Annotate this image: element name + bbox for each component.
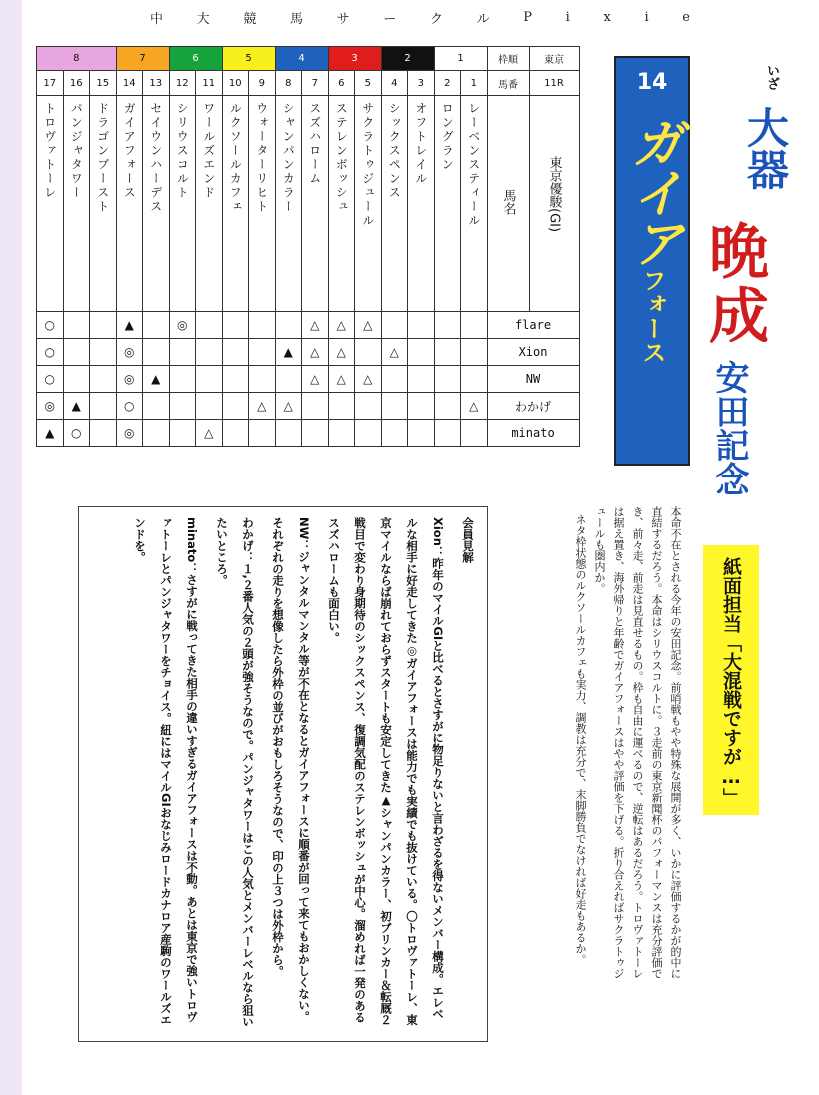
prediction-mark xyxy=(381,393,408,420)
member-opinion-minato: minato：さすがに戦ってきた相手の違いすぎるガイアフォースは不動。あとは東京で強いトロヴァトーレとパンジャタワーをチョイス。紐にはマイルGIおなじみロードカナロア産駒のワールズエンドを。 xyxy=(133,517,199,1026)
prediction-mark: ○ xyxy=(37,339,64,366)
race-entry-table xyxy=(36,46,580,447)
member-opinions-title: 会員見解 xyxy=(461,517,475,563)
prediction-mark xyxy=(434,420,461,447)
horse-number-cell: 14 xyxy=(116,71,143,96)
header-title-char: ル xyxy=(476,11,490,27)
headline-race-name: 安田記念 xyxy=(709,360,749,496)
race-number-cell: 11R xyxy=(529,71,579,96)
prediction-mark xyxy=(222,420,249,447)
prediction-mark xyxy=(249,420,276,447)
horse-name-cell xyxy=(63,96,90,312)
prediction-mark xyxy=(249,339,276,366)
prediction-mark: △ xyxy=(196,420,223,447)
prediction-mark: ▲ xyxy=(63,393,90,420)
horse-number-cell: 16 xyxy=(63,71,90,96)
prediction-mark: ◎ xyxy=(37,393,64,420)
horse-name: シックスペンス xyxy=(387,102,402,200)
prediction-mark xyxy=(222,339,249,366)
banner-horse-number: 14 xyxy=(636,70,668,95)
editor-commentary xyxy=(540,506,685,986)
prediction-mark xyxy=(249,312,276,339)
race-name-cell xyxy=(529,96,579,312)
horse-name-cell xyxy=(222,96,249,312)
horse-name: オフトレイル xyxy=(413,102,428,186)
prediction-mark: ▲ xyxy=(37,420,64,447)
waku-cell-7: 7 xyxy=(116,47,169,71)
member-opinion-nw: NW：ジャンタルマンタル等が不在となるとガイアフォースに順番が回って来てもおかしくない。それぞれの走りを想像したら外枠の並びがおもしろそうなので、印の上３つは外枠から。 xyxy=(271,517,311,1023)
prediction-row xyxy=(37,312,580,339)
prediction-mark xyxy=(143,312,170,339)
prediction-mark xyxy=(355,339,382,366)
horse-number-cell: 4 xyxy=(381,71,408,96)
prediction-mark xyxy=(90,339,117,366)
horse-number-cell: 11 xyxy=(196,71,223,96)
header-title-char: 大 xyxy=(196,11,210,27)
horse-name: シリウスコルト xyxy=(175,102,190,200)
prediction-mark: △ xyxy=(328,366,355,393)
horse-number-cell: 10 xyxy=(222,71,249,96)
commentary-paragraph: 本命不在とされる今年の安田記念。前哨戦もやや特殊な展開が多く、いかに評価するかが的中に直結するだろう。本命はシリウスコルトに。３走前の東京新聞杯のパフォーマンスは充分評価でき、前々走、前走は見直せるもの。枠も自由に運べるので、逆転はあるだろう。トロヴァトーレは据え置き、海外帰りと年齢でガイアフォースはやや評価を下げる。折り合えればサクラトゥジュールも圏内か。 xyxy=(593,506,682,979)
prediction-mark xyxy=(63,366,90,393)
prediction-row xyxy=(37,366,580,393)
horse-name-cell xyxy=(37,96,64,312)
horse-name: パンジャタワー xyxy=(69,102,84,200)
commentary-paragraph: ネタ枠状態のルクソールカフェも実力、調教は充分で、末脚勝負でなければ好走もあるか。 xyxy=(574,514,587,965)
header-title-char: i xyxy=(644,9,649,25)
horse-name-cell xyxy=(461,96,488,312)
header-title-char: 競 xyxy=(243,11,257,27)
prediction-mark: ▲ xyxy=(143,366,170,393)
horse-name-cell xyxy=(90,96,117,312)
prediction-mark xyxy=(90,312,117,339)
member-name-cell: minato xyxy=(487,420,579,447)
horse-number-cell: 5 xyxy=(355,71,382,96)
horse-number-cell: 3 xyxy=(408,71,435,96)
prediction-mark: △ xyxy=(461,393,488,420)
horse-number-cell: 13 xyxy=(143,71,170,96)
prediction-mark xyxy=(169,366,196,393)
prediction-mark xyxy=(328,393,355,420)
horse-name: ステレンボッシュ xyxy=(334,102,349,214)
prediction-mark xyxy=(408,420,435,447)
prediction-mark xyxy=(90,420,117,447)
prediction-mark xyxy=(434,312,461,339)
prediction-mark: △ xyxy=(275,393,302,420)
headline-taiki: 大器 xyxy=(741,106,790,190)
prediction-mark xyxy=(408,339,435,366)
prediction-mark: ◎ xyxy=(116,339,143,366)
prediction-mark xyxy=(275,366,302,393)
horse-name: ワールズエンド xyxy=(201,102,216,200)
prediction-mark xyxy=(408,366,435,393)
prediction-mark: ◎ xyxy=(169,312,196,339)
banner-horse-name-sub: フォース xyxy=(638,268,666,364)
prediction-mark xyxy=(169,420,196,447)
prediction-mark xyxy=(143,339,170,366)
horse-name: ドラゴンブースト xyxy=(95,102,110,214)
prediction-mark xyxy=(169,393,196,420)
prediction-mark xyxy=(143,420,170,447)
race-name: 東京優駿(GI) xyxy=(546,156,562,233)
prediction-mark xyxy=(381,420,408,447)
prediction-mark: ◎ xyxy=(116,420,143,447)
header-title-char: ク xyxy=(429,11,443,27)
horse-name-cell xyxy=(275,96,302,312)
prediction-mark xyxy=(222,366,249,393)
prediction-mark xyxy=(90,366,117,393)
waku-cell-8: 8 xyxy=(37,47,117,71)
horse-name: スズハローム xyxy=(307,102,322,186)
header-title-char: x xyxy=(603,9,611,25)
prediction-mark: ◎ xyxy=(116,366,143,393)
waku-cell-3: 3 xyxy=(328,47,381,71)
waku-cell-4: 4 xyxy=(275,47,328,71)
horse-number-cell: 17 xyxy=(37,71,64,96)
horse-name: サクラトゥジュール xyxy=(360,102,375,228)
horse-name: レーベンスティール xyxy=(466,102,481,228)
horse-name: ロングラン xyxy=(440,102,455,172)
horse-name-cell xyxy=(169,96,196,312)
prediction-mark xyxy=(381,366,408,393)
horse-number-cell: 12 xyxy=(169,71,196,96)
prediction-mark xyxy=(302,420,329,447)
prediction-mark: ▲ xyxy=(275,339,302,366)
prediction-mark xyxy=(143,393,170,420)
member-name-cell: Xion xyxy=(487,339,579,366)
prediction-mark xyxy=(249,366,276,393)
prediction-mark xyxy=(381,312,408,339)
horse-name-cell xyxy=(434,96,461,312)
header-title-char: i xyxy=(565,9,570,25)
prediction-row xyxy=(37,339,580,366)
horse-name-cell xyxy=(249,96,276,312)
horse-name-cell xyxy=(143,96,170,312)
header-title-char: 中 xyxy=(150,11,164,27)
prediction-mark: △ xyxy=(381,339,408,366)
waku-cell-1: 1 xyxy=(434,47,487,71)
prediction-mark xyxy=(63,339,90,366)
horse-number-cell: 8 xyxy=(275,71,302,96)
prediction-mark xyxy=(461,420,488,447)
label-num: 馬番 xyxy=(487,71,529,96)
member-name-cell: わかげ xyxy=(487,393,579,420)
horse-name-cell xyxy=(302,96,329,312)
prediction-mark xyxy=(275,312,302,339)
featured-horse-banner xyxy=(614,56,690,466)
prediction-mark: △ xyxy=(302,312,329,339)
horse-number-cell: 2 xyxy=(434,71,461,96)
prediction-row xyxy=(37,420,580,447)
prediction-mark xyxy=(222,312,249,339)
horse-number-cell: 7 xyxy=(302,71,329,96)
prediction-mark xyxy=(302,393,329,420)
prediction-mark xyxy=(461,339,488,366)
prediction-mark xyxy=(169,339,196,366)
prediction-mark xyxy=(196,312,223,339)
headline-ruby: いざ xyxy=(764,64,779,90)
prediction-mark xyxy=(90,393,117,420)
prediction-mark xyxy=(408,312,435,339)
prediction-mark xyxy=(408,393,435,420)
horse-name-cell xyxy=(355,96,382,312)
horse-name: トロヴァトーレ xyxy=(42,102,57,200)
waku-cell-2: 2 xyxy=(381,47,434,71)
header-title xyxy=(150,6,690,28)
prediction-mark xyxy=(461,366,488,393)
label-waku: 枠順 xyxy=(487,47,529,71)
horse-name: ウォーターリヒト xyxy=(254,102,269,214)
horse-name-cell xyxy=(328,96,355,312)
prediction-mark xyxy=(196,393,223,420)
prediction-mark xyxy=(328,420,355,447)
prediction-mark: ○ xyxy=(37,312,64,339)
waku-cell-5: 5 xyxy=(222,47,275,71)
prediction-mark: △ xyxy=(355,366,382,393)
banner-horse-name-main: ガイア xyxy=(622,116,682,266)
prediction-mark: ▲ xyxy=(116,312,143,339)
member-name-cell: NW xyxy=(487,366,579,393)
prediction-mark xyxy=(222,393,249,420)
prediction-mark xyxy=(196,366,223,393)
prediction-row xyxy=(37,393,580,420)
prediction-mark xyxy=(434,339,461,366)
horse-name-cell xyxy=(196,96,223,312)
label-name: 馬名 xyxy=(500,189,516,215)
prediction-mark xyxy=(63,312,90,339)
prediction-mark xyxy=(355,393,382,420)
prediction-mark: ○ xyxy=(63,420,90,447)
editor-tag-box xyxy=(703,545,759,815)
prediction-mark: △ xyxy=(302,366,329,393)
horse-number-cell: 15 xyxy=(90,71,117,96)
prediction-mark xyxy=(355,420,382,447)
horse-name-cell xyxy=(116,96,143,312)
header-title-char: サ xyxy=(336,11,350,27)
prediction-mark: ○ xyxy=(116,393,143,420)
horse-number-cell: 9 xyxy=(249,71,276,96)
header-title-char: e xyxy=(682,9,690,25)
prediction-mark: △ xyxy=(328,339,355,366)
prediction-mark: ○ xyxy=(37,366,64,393)
horse-name-cell xyxy=(408,96,435,312)
prediction-mark xyxy=(461,312,488,339)
prediction-mark xyxy=(196,339,223,366)
member-opinions-box xyxy=(78,506,488,1042)
prediction-mark: △ xyxy=(249,393,276,420)
venue-cell: 東京 xyxy=(529,47,579,71)
horse-name: ルクソールカフェ xyxy=(228,102,243,214)
header-title-char: 馬 xyxy=(289,11,303,27)
prediction-mark xyxy=(434,366,461,393)
header-title-char: P xyxy=(523,9,532,25)
editor-tag-text: 紙面担当「大混戦ですが…」 xyxy=(720,557,742,807)
horse-name: シャンパンカラー xyxy=(281,102,296,214)
horse-name: セイウンハーデス xyxy=(148,102,163,214)
waku-cell-6: 6 xyxy=(169,47,222,71)
prediction-mark xyxy=(275,420,302,447)
member-name-cell: flare xyxy=(487,312,579,339)
horse-name-cell xyxy=(381,96,408,312)
horse-number-cell: 6 xyxy=(328,71,355,96)
prediction-mark: △ xyxy=(302,339,329,366)
member-opinion-xion: Xion：昨年のマイルGIと比べるとさすがに物足りないと言わざるを得ないメンバー構成。エレベルな相手に好走してきた◎ガイアフォースは能力でも実績でも抜けている。〇トロヴァトーレ、東京マイルならば崩れておらずスタートも安定してきた▲シャンパンカラー、初ブリンカー＆転厩２戦目で変わり身期待のシックスペンス、復調気配のステレンボッシュが中心。溜めれば一発のあるスズハロームも面白い。 xyxy=(327,517,445,1026)
prediction-mark xyxy=(434,393,461,420)
horse-number-cell: 1 xyxy=(461,71,488,96)
headline-bansei: 晩成 xyxy=(699,220,769,348)
label-name-cell xyxy=(487,96,529,312)
header-title-char: ー xyxy=(383,11,397,27)
prediction-mark: △ xyxy=(328,312,355,339)
horse-name: ガイアフォース xyxy=(122,102,137,200)
member-opinion-wakage: わかげ：１,２番人気の２頭が強そうなので。パンジャタワーはこの人気とメンバーレベルなら狙いたいところ。 xyxy=(215,517,255,1028)
page-margin-strip xyxy=(0,0,22,1095)
prediction-mark: △ xyxy=(355,312,382,339)
